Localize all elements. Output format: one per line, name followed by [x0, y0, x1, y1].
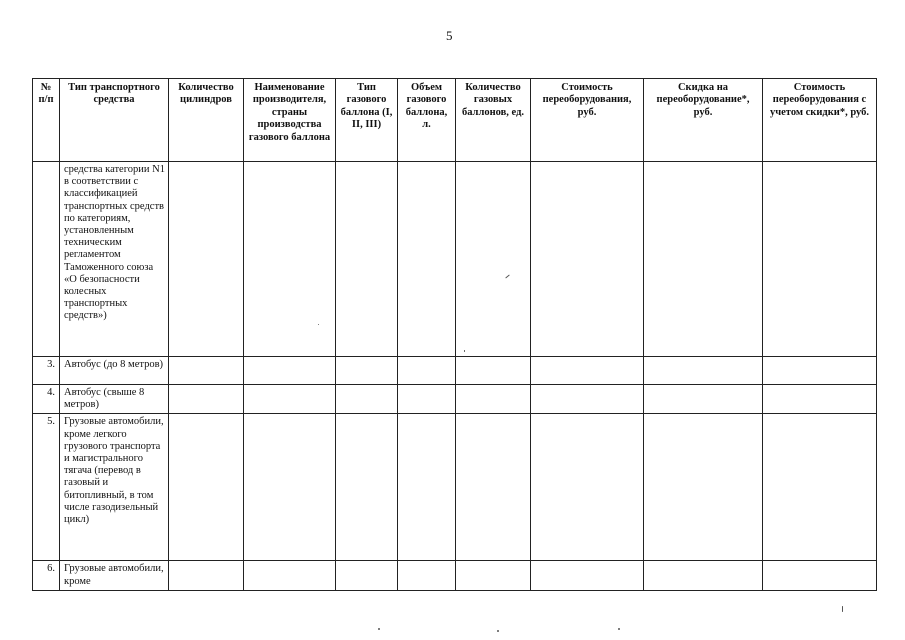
table-header-row — [33, 79, 877, 162]
empty-cell — [244, 357, 336, 385]
table-row — [33, 561, 877, 590]
vehicle-type-cell: Грузовые автомобили, кроме — [60, 561, 169, 590]
equipment-cost-table — [32, 78, 877, 591]
empty-cell — [456, 385, 531, 414]
empty-cell — [763, 162, 877, 357]
header-cell: Объем газового баллона, л. — [398, 79, 456, 162]
vehicle-type-cell: средства категории N1 в соответствии с классификацией транспортных средств по категориям, установленным техническим регламентом Таможенного союза «О безопасности колесных транспортных средств») — [60, 162, 169, 357]
scan-speck — [378, 628, 380, 630]
header-cell: Количество цилиндров — [169, 79, 244, 162]
empty-cell — [336, 162, 398, 357]
empty-cell — [398, 561, 456, 590]
empty-cell — [531, 561, 644, 590]
empty-cell — [169, 385, 244, 414]
empty-cell — [763, 385, 877, 414]
header-cell: Стоимость переоборудования с учетом скидки*, руб. — [763, 79, 877, 162]
empty-cell — [336, 414, 398, 561]
row-number: 3. — [33, 357, 60, 385]
empty-cell — [644, 357, 763, 385]
empty-cell — [763, 357, 877, 385]
row-number: 6. — [33, 561, 60, 590]
scan-speck — [497, 630, 499, 632]
empty-cell — [763, 414, 877, 561]
scan-speck — [464, 350, 465, 352]
empty-cell — [531, 414, 644, 561]
header-cell: Скидка на переоборудование*, руб. — [644, 79, 763, 162]
empty-cell — [531, 162, 644, 357]
page-number: 5 — [446, 28, 453, 43]
empty-cell — [531, 357, 644, 385]
empty-cell — [169, 357, 244, 385]
empty-cell — [244, 385, 336, 414]
empty-cell — [398, 357, 456, 385]
vehicle-type-cell: Грузовые автомобили, кроме легкого грузового транспорта и магистрального тягача (перевод в газовый и битопливный, в том числе газодизельный цикл) — [60, 414, 169, 561]
empty-cell — [456, 561, 531, 590]
header-cell: Тип газового баллона (I, II, III) — [336, 79, 398, 162]
empty-cell — [336, 385, 398, 414]
empty-cell — [398, 385, 456, 414]
empty-cell — [644, 162, 763, 357]
empty-cell — [644, 561, 763, 590]
empty-cell — [456, 357, 531, 385]
vehicle-type-cell: Автобус (до 8 метров) — [60, 357, 169, 385]
empty-cell — [456, 414, 531, 561]
scan-speck — [842, 606, 843, 612]
empty-cell — [644, 414, 763, 561]
table-row — [33, 357, 877, 385]
vehicle-type-cell: Автобус (свыше 8 метров) — [60, 385, 169, 414]
empty-cell — [244, 561, 336, 590]
empty-cell — [531, 385, 644, 414]
row-number: 5. — [33, 414, 60, 561]
empty-cell — [398, 162, 456, 357]
empty-cell — [398, 414, 456, 561]
empty-cell — [336, 561, 398, 590]
header-cell: № п/п — [33, 79, 60, 162]
empty-cell — [763, 561, 877, 590]
empty-cell — [169, 162, 244, 357]
empty-cell — [169, 414, 244, 561]
header-cell: Наименование производителя, страны производства газового баллона — [244, 79, 336, 162]
empty-cell — [244, 414, 336, 561]
empty-cell — [336, 357, 398, 385]
empty-cell — [169, 561, 244, 590]
header-cell: Тип транспортного средства — [60, 79, 169, 162]
empty-cell — [644, 385, 763, 414]
row-number: 4. — [33, 385, 60, 414]
header-cell: Количество газовых баллонов, ед. — [456, 79, 531, 162]
header-cell: Стоимость переоборудования, руб. — [531, 79, 644, 162]
empty-cell — [244, 162, 336, 357]
table-row — [33, 414, 877, 561]
table-row — [33, 385, 877, 414]
scan-speck — [318, 324, 319, 325]
scan-speck — [618, 628, 620, 630]
empty-cell — [456, 162, 531, 357]
row-number — [33, 162, 60, 357]
table-row — [33, 162, 877, 357]
